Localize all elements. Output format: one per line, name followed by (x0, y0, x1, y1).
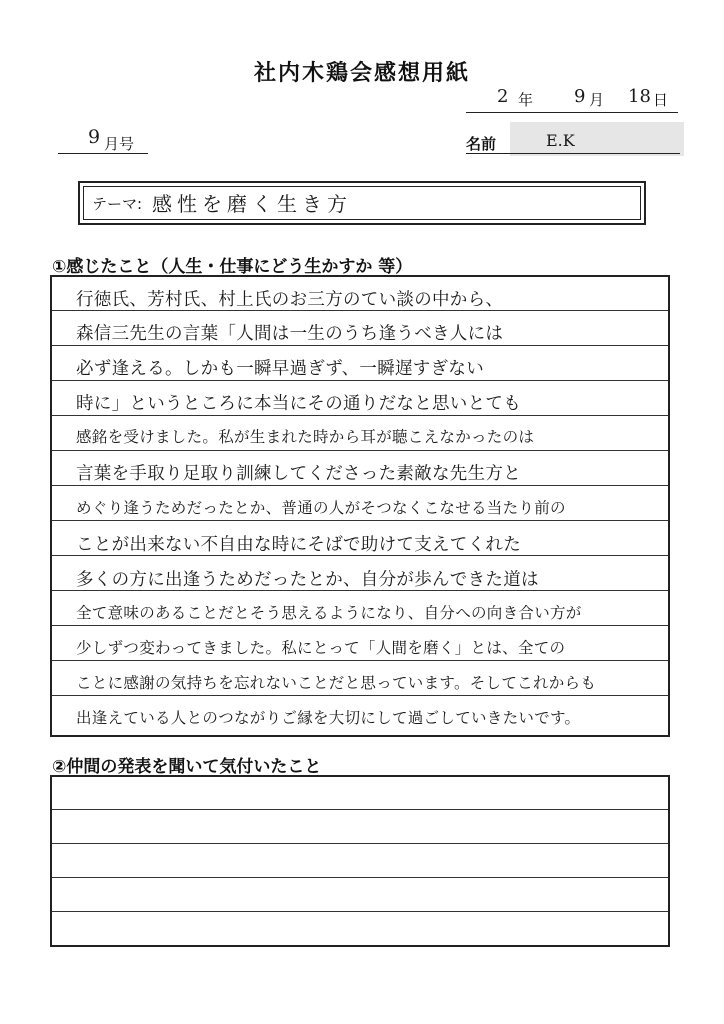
date-year[interactable]: 2 (497, 86, 509, 107)
ruled-line (52, 809, 668, 810)
date-month-unit: 月 (589, 91, 605, 109)
handwritten-line: 言葉を手取り足取り訓練してくださった素敵な先生方と (76, 464, 521, 484)
date-month[interactable]: 9 (574, 86, 586, 107)
ruled-line (52, 877, 668, 878)
handwritten-line: 必ず逢える。しかも一瞬早過ぎず、一瞬遅すぎない (76, 359, 484, 379)
handwritten-line: 森信三先生の言葉「人間は一生のうち逢うべき人には (76, 324, 504, 344)
date-day[interactable]: 18 (628, 86, 651, 107)
ruled-line (52, 450, 668, 451)
handwritten-line: 出逢えている人とのつながりご縁を大切にして過ごしていきたいです。 (76, 709, 581, 727)
theme-value[interactable]: 感性を磨く生き方 (152, 192, 352, 216)
ruled-line (52, 911, 668, 912)
name-underline (466, 153, 680, 154)
section2-heading: ②仲間の発表を聞いて気付いたこと (52, 757, 322, 777)
ruled-line (52, 380, 668, 381)
handwritten-line: めぐり逢うためだったとか、普通の人がそつなくこなせる当たり前の (76, 499, 566, 517)
handwritten-line: 感銘を受けました。私が生まれた時から耳が聴こえなかったのは (76, 428, 535, 446)
issue-number[interactable]: 9 (88, 126, 101, 148)
name-label: 名前 (466, 135, 497, 153)
handwritten-line: 行徳氏、芳村氏、村上氏のお三方のてい談の中から、 (76, 290, 504, 310)
handwritten-line: 全て意味のあることだとそう思えるようになり、自分への向き合い方が (76, 604, 582, 622)
name-redaction (510, 122, 684, 156)
date-year-unit: 年 (518, 91, 534, 109)
ruled-line (52, 695, 668, 696)
handwritten-line: ことに感謝の気持ちを忘れないことだと思っています。そしてこれからも (76, 674, 597, 692)
issue-underline (58, 153, 148, 154)
date-underline (466, 112, 678, 113)
ruled-line (52, 625, 668, 626)
ruled-line (52, 843, 668, 844)
ruled-line (52, 415, 668, 416)
ruled-line (52, 345, 668, 346)
form-title: 社内木鶏会感想用紙 (253, 61, 470, 86)
section2-box[interactable] (50, 775, 670, 947)
handwritten-line: 少しずつ変わってきました。私にとって「人間を磨く」とは、全ての (76, 639, 566, 657)
section1-heading: ①感じたこと（人生・仕事にどう生かすか 等） (52, 257, 413, 277)
handwritten-line: 時に」というところに本当にその通りだなと思いとても (76, 394, 521, 414)
handwritten-line: 多くの方に出逢うためだったとか、自分が歩んできた道は (76, 570, 539, 590)
ruled-line (52, 660, 668, 661)
name-value[interactable]: E.K (546, 131, 575, 150)
theme-label: テーマ: (92, 195, 143, 213)
ruled-line (52, 485, 668, 486)
handwritten-line: ことが出来ない不自由な時にそばで助けて支えてくれた (76, 535, 521, 555)
date-day-unit: 日 (653, 91, 669, 109)
issue-unit: 月号 (104, 135, 135, 153)
ruled-line (52, 520, 668, 521)
